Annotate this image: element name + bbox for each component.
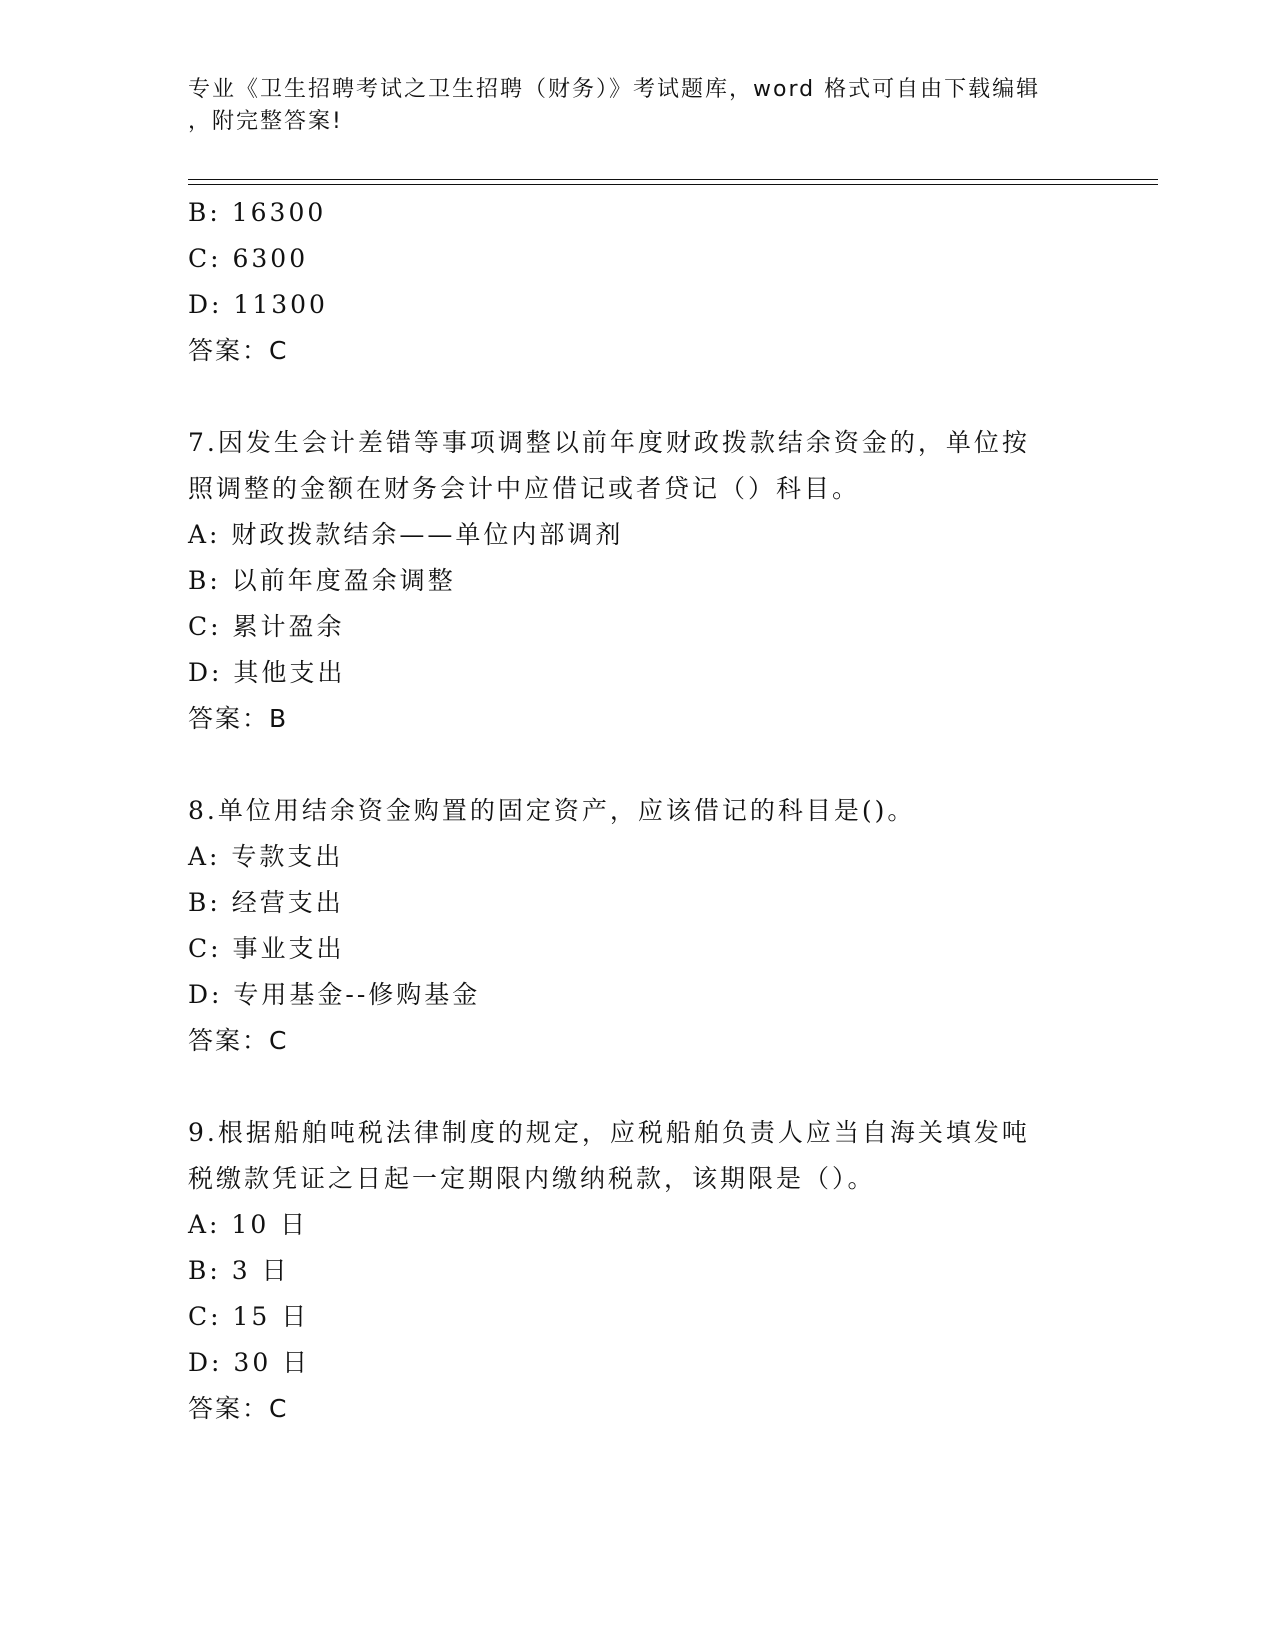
option-d: D: 30 日 <box>188 1348 311 1377</box>
option-d: D: 11300 <box>188 290 328 319</box>
option-d: D: 专用基金--修购基金 <box>188 980 481 1009</box>
answer-line: 答案：B <box>188 704 289 733</box>
question-text-line-1: 7.因发生会计差错等事项调整以前年度财政拨款结余资金的，单位按 <box>188 428 1030 457</box>
question-text-line-2: 照调整的金额在财务会计中应借记或者贷记（）科目。 <box>188 474 861 503</box>
answer-line: 答案：C <box>188 1026 289 1055</box>
option-b: B: 16300 <box>188 198 327 227</box>
answer-line: 答案：C <box>188 1394 289 1423</box>
header-divider-top <box>188 179 1158 180</box>
option-c: C: 15 日 <box>188 1302 310 1331</box>
header-divider-bottom <box>188 184 1158 185</box>
question-list <box>188 190 1088 1432</box>
question-7 <box>188 420 1088 742</box>
question-9 <box>188 1110 1088 1432</box>
question-text-line-1: 8.单位用结余资金购置的固定资产，应该借记的科目是()。 <box>188 796 916 825</box>
document-header <box>188 74 1068 138</box>
question-8 <box>188 788 1088 1064</box>
option-c: C: 累计盈余 <box>188 612 345 641</box>
option-b: B: 3 日 <box>188 1256 290 1285</box>
option-b: B: 以前年度盈余调整 <box>188 566 456 595</box>
header-line-2: ，附完整答案! <box>188 109 343 134</box>
question-text-line-1: 9.根据船舶吨税法律制度的规定，应税船舶负责人应当自海关填发吨 <box>188 1118 1030 1147</box>
option-a: A: 专款支出 <box>188 842 344 871</box>
option-c: C: 事业支出 <box>188 934 345 963</box>
option-a: A: 财政拨款结余——单位内部调剂 <box>188 520 624 549</box>
option-d: D: 其他支出 <box>188 658 346 687</box>
answer-line: 答案：C <box>188 336 289 365</box>
prev-question-block <box>188 190 1088 374</box>
option-b: B: 经营支出 <box>188 888 344 917</box>
question-text-line-2: 税缴款凭证之日起一定期限内缴纳税款，该期限是（）。 <box>188 1164 876 1193</box>
header-line-1: 专业《卫生招聘考试之卫生招聘（财务）》考试题库，word 格式可自由下载编辑 <box>188 77 1041 102</box>
option-a: A: 10 日 <box>188 1210 309 1239</box>
option-c: C: 6300 <box>188 244 309 273</box>
